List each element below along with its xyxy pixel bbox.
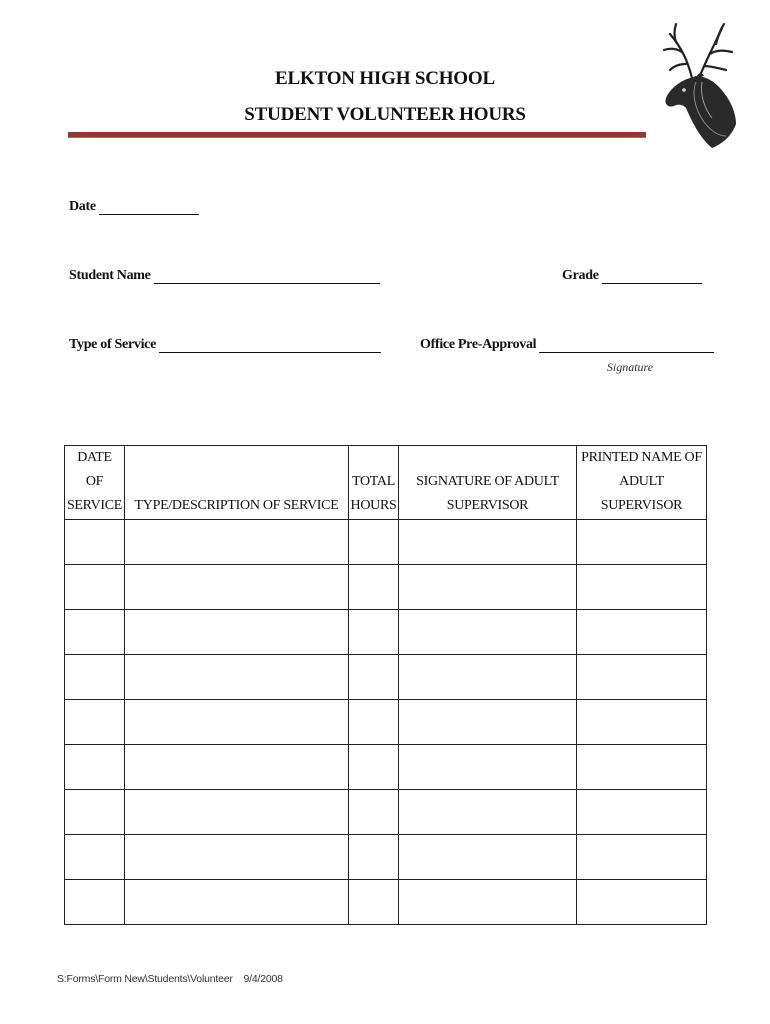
office-preapproval-signature-line[interactable] [539,338,714,353]
type-of-service-field[interactable] [69,337,381,353]
table-row [65,880,707,925]
description-cell[interactable] [125,520,349,565]
date-field[interactable] [69,199,199,215]
table-row [65,520,707,565]
description-cell[interactable] [125,745,349,790]
date-cell[interactable] [65,610,125,655]
hours-cell[interactable] [349,655,399,700]
description-cell[interactable] [125,835,349,880]
table-row [65,700,707,745]
signature-cell[interactable] [399,655,577,700]
signature-cell[interactable] [399,700,577,745]
grade-label: Grade [562,268,599,283]
hours-cell[interactable] [349,520,399,565]
hours-cell[interactable] [349,880,399,925]
date-input-line[interactable] [99,200,199,215]
header-supervisor-printed-name: PRINTED NAME OF ADULT SUPERVISOR [577,446,707,520]
table-row [65,790,707,835]
type-of-service-label: Type of Service [69,337,156,352]
signature-cell[interactable] [399,520,577,565]
signature-cell[interactable] [399,880,577,925]
description-cell[interactable] [125,610,349,655]
printed-name-cell[interactable] [577,835,707,880]
school-name: ELKTON HIGH SCHOOL [275,68,495,89]
description-cell[interactable] [125,655,349,700]
date-cell[interactable] [65,520,125,565]
description-cell[interactable] [125,790,349,835]
footer-date: 9/4/2008 [243,973,283,985]
student-name-input-line[interactable] [154,269,380,284]
description-cell[interactable] [125,880,349,925]
signature-cell[interactable] [399,745,577,790]
signature-cell[interactable] [399,835,577,880]
table-row [65,655,707,700]
printed-name-cell[interactable] [577,745,707,790]
header-date-of-service: DATE OF SERVICE [65,446,125,520]
student-name-field[interactable] [69,268,380,284]
table-row [65,610,707,655]
header-type-description: TYPE/DESCRIPTION OF SERVICE [125,446,349,520]
signature-cell[interactable] [399,610,577,655]
printed-name-cell[interactable] [577,520,707,565]
date-cell[interactable] [65,655,125,700]
table-header-row [65,446,707,520]
date-label: Date [69,199,96,214]
printed-name-cell[interactable] [577,655,707,700]
hours-cell[interactable] [349,745,399,790]
grade-field[interactable] [562,268,702,284]
elk-head-icon [652,18,738,154]
grade-input-line[interactable] [602,269,702,284]
hours-cell[interactable] [349,610,399,655]
office-preapproval-label: Office Pre-Approval [420,337,537,352]
volunteer-log-table [64,445,707,925]
table-row [65,745,707,790]
footer [57,973,283,985]
date-cell[interactable] [65,565,125,610]
printed-name-cell[interactable] [577,700,707,745]
office-preapproval-field[interactable] [420,337,714,353]
printed-name-cell[interactable] [577,880,707,925]
printed-name-cell[interactable] [577,565,707,610]
table-row [65,835,707,880]
table-body [65,520,707,925]
printed-name-cell[interactable] [577,790,707,835]
hours-cell[interactable] [349,565,399,610]
signature-cell[interactable] [399,790,577,835]
footer-path: S:Forms\Form New\Students\Volunteer [57,973,233,985]
hours-cell[interactable] [349,835,399,880]
type-of-service-input-line[interactable] [159,338,381,353]
description-cell[interactable] [125,700,349,745]
date-cell[interactable] [65,835,125,880]
header-supervisor-signature: SIGNATURE OF ADULT SUPERVISOR [399,446,577,520]
student-name-label: Student Name [69,268,151,283]
date-cell[interactable] [65,880,125,925]
form-title: STUDENT VOLUNTEER HOURS [244,104,526,125]
hours-cell[interactable] [349,790,399,835]
header-rule [68,132,646,138]
header-total-hours: TOTAL HOURS [349,446,399,520]
hours-cell[interactable] [349,700,399,745]
date-cell[interactable] [65,700,125,745]
printed-name-cell[interactable] [577,610,707,655]
date-cell[interactable] [65,745,125,790]
signature-caption: Signature [606,360,654,374]
signature-cell[interactable] [399,565,577,610]
description-cell[interactable] [125,565,349,610]
date-cell[interactable] [65,790,125,835]
table-row [65,565,707,610]
